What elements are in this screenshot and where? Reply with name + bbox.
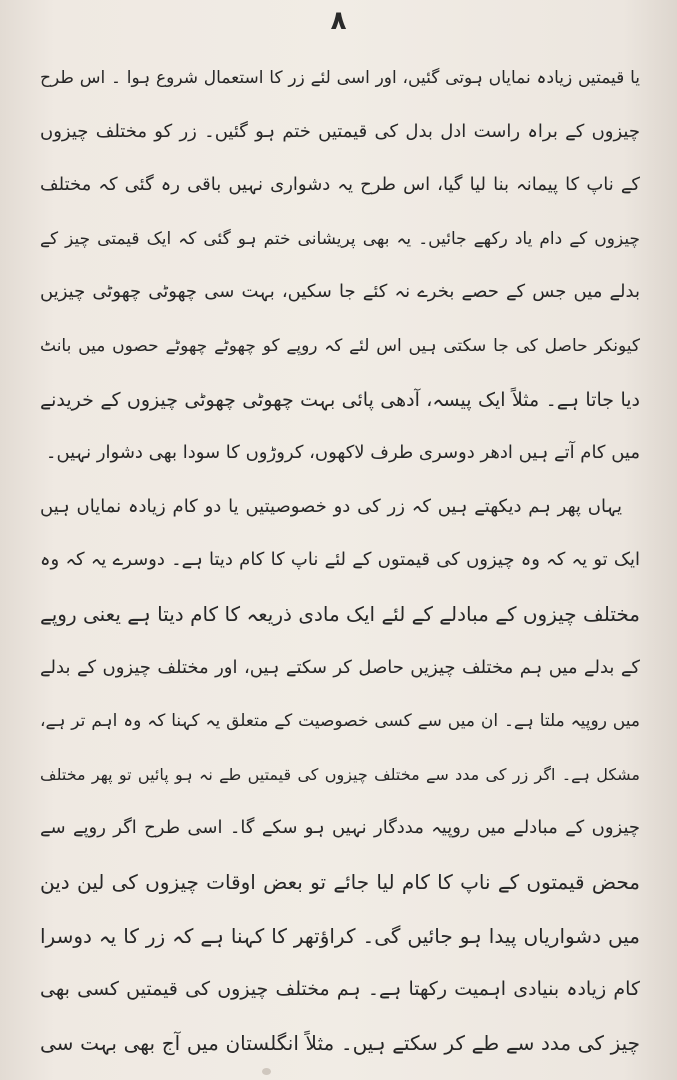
text-line: محض قیمتوں کے ناپ کا کام لیا جائے تو بعض اوقات چیزوں کی لین دین xyxy=(40,869,640,894)
text-line: مختلف چیزوں کے مبادلے کے لئے ایک مادی ذریعہ کا کام دیتا ہے یعنی روپے xyxy=(40,601,640,626)
paper-speck xyxy=(262,1068,271,1075)
text-line: مشکل ہے۔ اگر زر کی مدد سے مختلف چیزوں کی قیمتیں طے نہ ہو پائیں تو پھر مختلف xyxy=(40,764,640,784)
text-line: میں دشواریاں پیدا ہو جائیں گی۔ کراؤتھر کا کہنا ہے کہ زر کا یہ دوسرا xyxy=(40,923,640,948)
text-line: کے ناپ کا پیمانہ بنا لیا گیا، اس طرح یہ دشواری نہیں باقی رہ گئی کہ مختلف xyxy=(40,174,640,196)
page-number: ۸ xyxy=(330,6,347,36)
body-text xyxy=(40,58,640,1076)
text-line: چیزوں کے دام یاد رکھے جائیں۔ یہ بھی پریشانی ختم ہو گئی کہ ایک قیمتی چیز کے xyxy=(40,228,640,249)
text-line: میں روپیہ ملتا ہے۔ ان میں سے کسی خصوصیت کے متعلق یہ کہنا کہ وہ اہم تر ہے، xyxy=(40,711,640,732)
text-line: دیا جاتا ہے۔ مثلاً ایک پیسہ، آدھی پائی بہت چھوٹی چھوٹی چیزوں کے خریدنے xyxy=(40,388,640,411)
text-line: یہاں پھر ہم دیکھتے ہیں کہ زر کی دو خصوصیتیں یا دو کام زیادہ نمایاں ہیں xyxy=(40,495,622,517)
text-line: کے بدلے میں ہم مختلف چیزیں حاصل کر سکتے ہیں، اور مختلف چیزوں کے بدلے xyxy=(40,656,640,678)
text-line: بدلے میں جس کے حصے بخرے نہ کئے جا سکیں، بہت سی چھوٹی چھوٹی چیزیں xyxy=(40,281,640,303)
text-line: چیز کی مدد سے طے کر سکتے ہیں۔ مثلاً انگلستان میں آج بھی بہت سی xyxy=(40,1030,640,1055)
text-line: کیونکر حاصل کی جا سکتی ہیں اس لئے کہ روپے کو چھوٹے چھوٹے حصوں میں بانٹ xyxy=(40,335,640,356)
text-line: کام زیادہ بنیادی اہمیت رکھتا ہے۔ ہم مختلف چیزوں کی قیمتیں کسی بھی xyxy=(40,978,640,1001)
text-line: یا قیمتیں زیادہ نمایاں ہوتی گئیں، اور اسی لئے زر کا استعمال شروع ہوا ۔ اس طرح xyxy=(40,68,640,88)
text-line: میں کام آتے ہیں ادھر دوسری طرف لاکھوں، کروڑوں کا سودا بھی دشوار نہیں۔ xyxy=(45,442,640,464)
text-line: ایک تو یہ کہ وہ چیزوں کی قیمتوں کے لئے ناپ کا کام دیتا ہے۔ دوسرے یہ کہ وہ xyxy=(40,549,640,571)
text-line: چیزوں کے مبادلے میں روپیہ مددگار نہیں ہو سکے گا۔ اسی طرح اگر روپے سے xyxy=(40,817,640,839)
text-line: چیزوں کے براہ راست ادل بدل کی قیمتیں ختم ہو گئیں۔ زر کو مختلف چیزوں xyxy=(40,120,640,142)
